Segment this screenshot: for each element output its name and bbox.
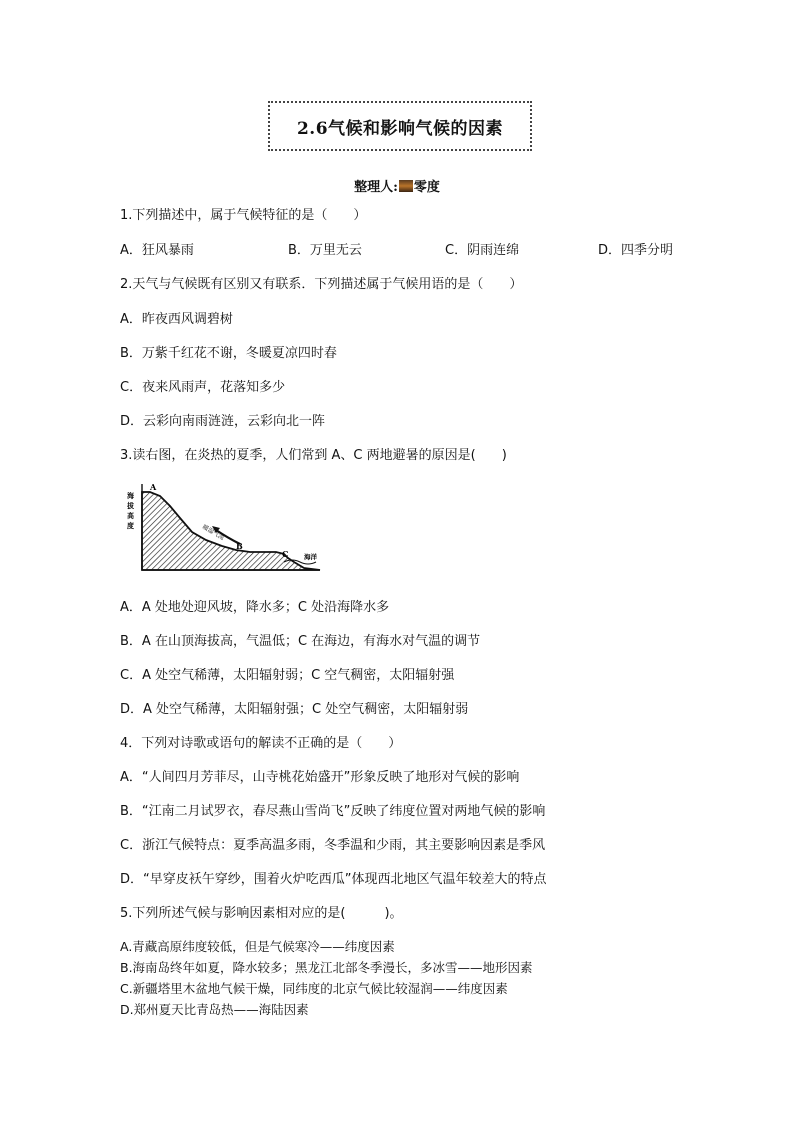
- author-prefix: 整理人:: [354, 180, 398, 195]
- q2-option-d: D．云彩向南雨涟涟，云彩向北一阵: [120, 414, 326, 429]
- q3-option-b: B．A 在山顶海拔高，气温低；C 在海边，有海水对气温的调节: [120, 634, 481, 649]
- point-a-label: A: [150, 482, 157, 492]
- airflow-label: 暖湿气流: [201, 523, 226, 542]
- title-box: [268, 101, 532, 151]
- q5-stem: 5.下列所述气候与影响因素相对应的是( )。: [120, 906, 403, 921]
- q2-option-b: B．万紫千红花不谢，冬暖夏凉四时春: [120, 346, 337, 361]
- q1-stem: 1.下列描述中，属于气候特征的是（ ）: [120, 208, 367, 223]
- q1-option-c: C．阴雨连绵: [445, 243, 520, 258]
- page-title: 2.6气候和影响气候的因素: [296, 118, 504, 139]
- q2-option-a: A．昨夜西风调碧树: [120, 312, 233, 327]
- author-name: 零度: [413, 180, 440, 195]
- author-line: [0, 176, 794, 195]
- y-label-char: 拔: [127, 501, 134, 510]
- point-b-label: B: [236, 541, 243, 551]
- point-c-label: C: [282, 549, 289, 559]
- q1-option-a: A．狂风暴雨: [120, 243, 194, 258]
- q5-option-d: D.郑州夏天比青岛热——海陆因素: [120, 1002, 309, 1017]
- y-label-char: 高: [127, 511, 134, 520]
- q2-stem: 2.天气与气候既有区别又有联系．下列描述属于气候用语的是（ ）: [120, 277, 523, 292]
- q2-option-c: C．夜来风雨声，花落知多少: [120, 380, 286, 395]
- q4-option-a: A．“人间四月芳菲尽，山寺桃花始盛开”形象反映了地形对气候的影响: [120, 770, 520, 785]
- q3-option-d: D．A 处空气稀薄，太阳辐射强；C 处空气稠密，太阳辐射弱: [120, 702, 469, 717]
- q5-option-b: B.海南岛终年如夏，降水较多；黑龙江北部冬季漫长，多冰雪——地形因素: [120, 960, 533, 975]
- terrain-profile: [142, 492, 320, 570]
- q1-option-d: D．四季分明: [598, 243, 674, 258]
- author-logo-icon: [399, 180, 413, 192]
- q1-option-b: B．万里无云: [288, 243, 362, 258]
- q5-option-a: A.青藏高原纬度较低，但是气候寒冷——纬度因素: [120, 939, 395, 954]
- q4-option-b: B．“江南二月试罗衣，春尽燕山雪尚飞”反映了纬度位置对两地气候的影响: [120, 804, 546, 819]
- q4-stem: 4．下列对诗歌或语句的解读不正确的是（ ）: [120, 736, 402, 751]
- q3-option-a: A．A 处地处迎风坡，降水多；C 处沿海降水多: [120, 600, 390, 615]
- q3-stem: 3.读右图，在炎热的夏季，人们常到 A、C 两地避暑的原因是( ): [120, 448, 507, 463]
- q3-option-c: C．A 处空气稀薄，太阳辐射弱；C 空气稠密，太阳辐射强: [120, 668, 455, 683]
- q4-option-c: C．浙江气候特点：夏季高温多雨，冬季温和少雨，其主要影响因素是季风: [120, 838, 546, 853]
- terrain-diagram: [124, 478, 324, 578]
- q5-option-c: C.新疆塔里木盆地气候干燥，同纬度的北京气候比较湿润——纬度因素: [120, 981, 508, 996]
- sea-label: 海洋: [304, 553, 317, 561]
- q4-option-d: D．“早穿皮袄午穿纱，围着火炉吃西瓜”体现西北地区气温年较差大的特点: [120, 872, 547, 887]
- y-label-char: 海: [127, 491, 134, 500]
- y-label-char: 度: [127, 521, 134, 530]
